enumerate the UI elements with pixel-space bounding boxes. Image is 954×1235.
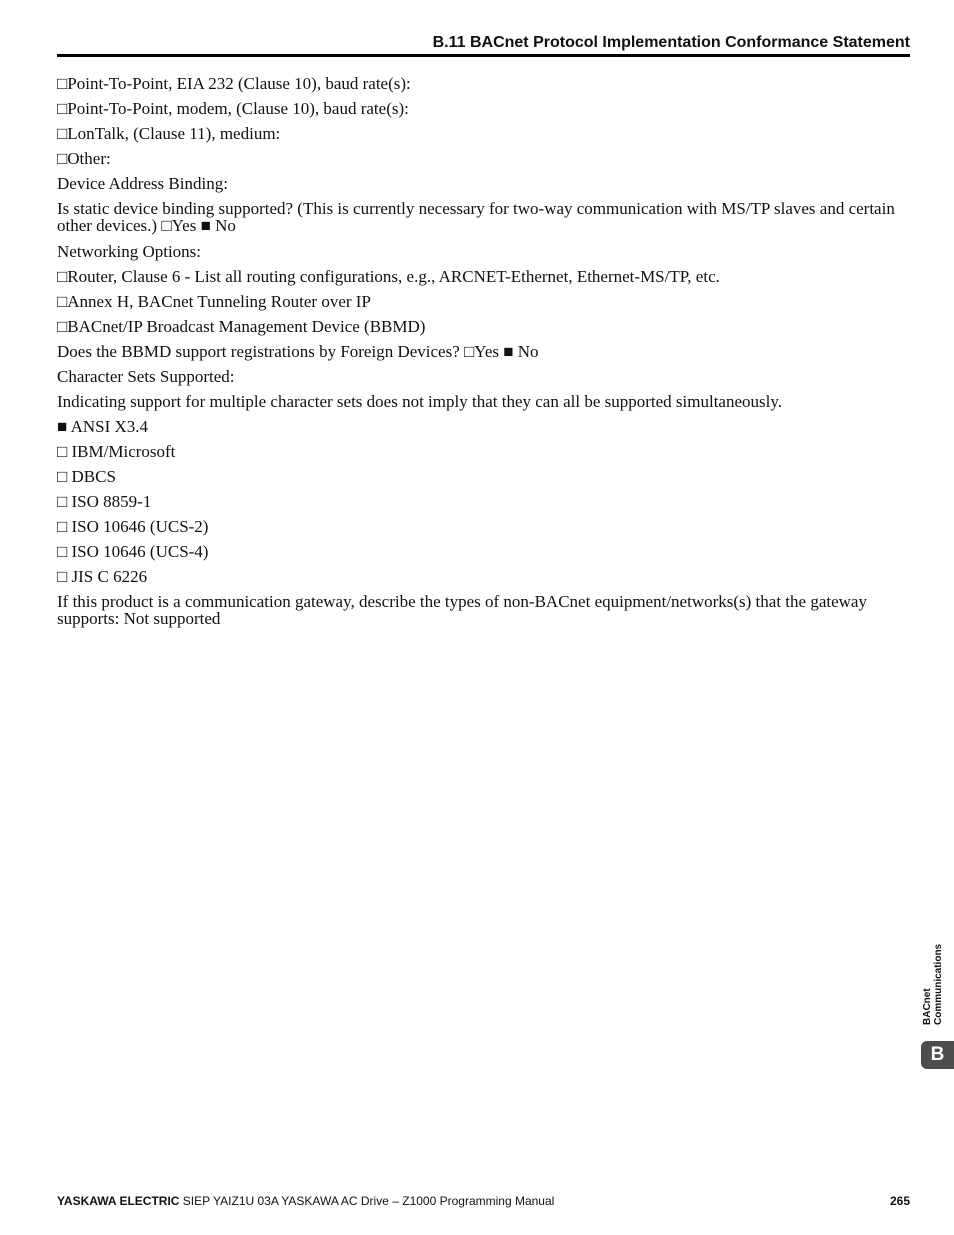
option-point-to-point-modem: □Point-To-Point, modem, (Clause 10), baud rate(s): [57, 99, 409, 118]
option-other: □Other: [57, 149, 111, 168]
side-tab-label [922, 925, 944, 1025]
charset-jis: □ JIS C 6226 [57, 567, 148, 586]
option-lontalk: □LonTalk, (Clause 11), medium: [57, 124, 281, 143]
bbmd-foreign-devices-question: Does the BBMD support registrations by Foreign Devices? □Yes ■ No [57, 342, 539, 361]
static-binding-question: Is static device binding supported? (This is currently necessary for two-way communication with MS/TP slaves and certain other devices.) □Yes ■ No [57, 199, 895, 235]
page-body [57, 75, 917, 636]
option-point-to-point-eia232: □Point-To-Point, EIA 232 (Clause 10), baud rate(s): [57, 74, 411, 93]
charset-ansi: ■ ANSI X3.4 [57, 417, 149, 436]
networking-options-heading: Networking Options: [57, 242, 202, 261]
charset-ibm-microsoft: □ IBM/Microsoft [57, 442, 176, 461]
character-sets-note: Indicating support for multiple character sets does not imply that they can all be supported simultaneously. [57, 392, 782, 411]
section-title: B.11 BACnet Protocol Implementation Conformance Statement [432, 34, 910, 51]
character-sets-heading: Character Sets Supported: [57, 367, 235, 386]
footer-manual-title: SIEP YAIZ1U 03A YASKAWA AC Drive – Z1000 Programming Manual [179, 1194, 555, 1208]
option-bbmd: □BACnet/IP Broadcast Management Device (BBMD) [57, 317, 426, 336]
appendix-letter-badge: B [921, 1041, 954, 1069]
charset-iso-8859-1: □ ISO 8859-1 [57, 492, 152, 511]
charset-ucs-4: □ ISO 10646 (UCS-4) [57, 542, 209, 561]
page-number: 265 [889, 1194, 910, 1208]
option-router: □Router, Clause 6 - List all routing configurations, e.g., ARCNET-Ethernet, Ethernet-MS/TP, etc. [57, 267, 720, 286]
charset-dbcs: □ DBCS [57, 467, 116, 486]
side-tab-label-line1: BACnet [922, 988, 933, 1025]
charset-ucs-2: □ ISO 10646 (UCS-2) [57, 517, 209, 536]
option-annex-h: □Annex H, BACnet Tunneling Router over IP [57, 292, 371, 311]
page-footer [57, 1194, 910, 1208]
page-header [57, 32, 910, 57]
device-address-binding-heading: Device Address Binding: [57, 174, 228, 193]
side-tab-label-line2: Communications [933, 943, 944, 1025]
gateway-question: If this product is a communication gateway, describe the types of non-BACnet equipment/networks(s) that the gateway supports: Not supported [57, 592, 867, 628]
footer-brand: YASKAWA ELECTRIC [57, 1194, 180, 1208]
